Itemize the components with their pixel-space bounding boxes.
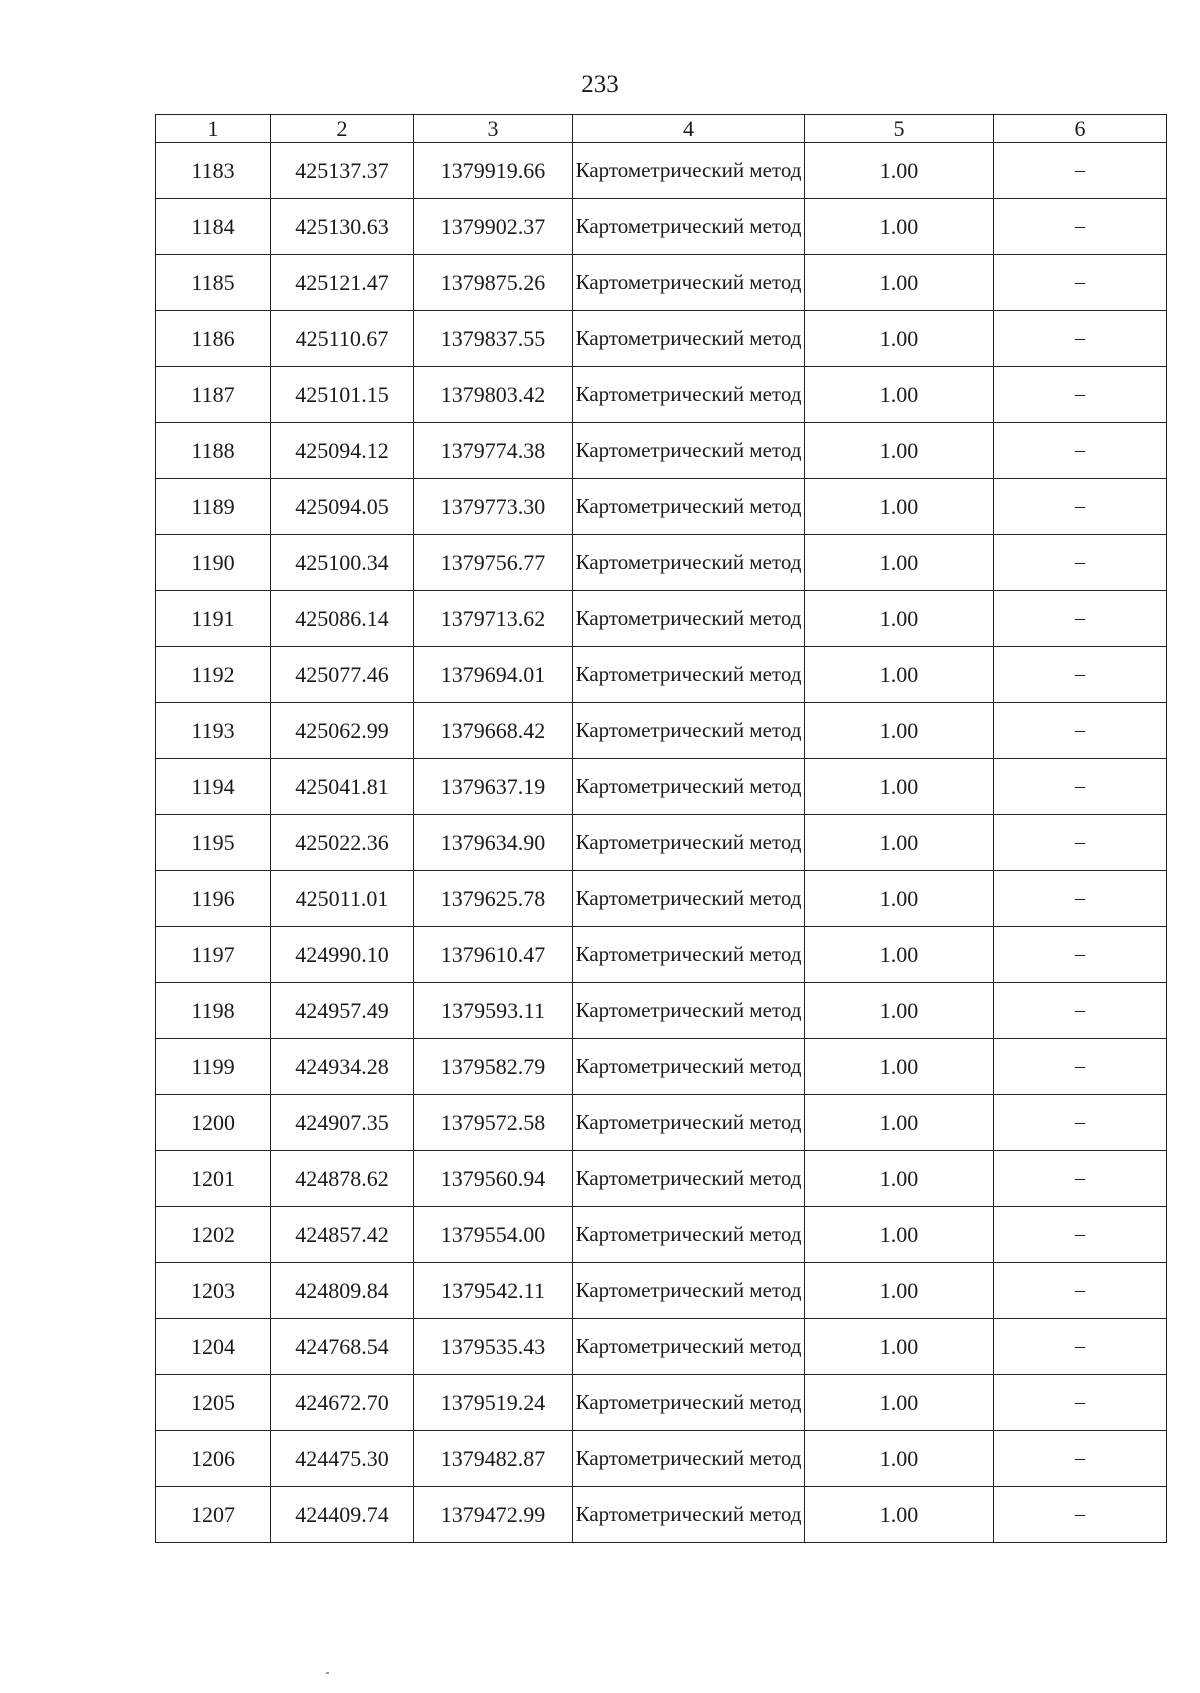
- x-coordinate-cell: 425062.99: [271, 703, 414, 759]
- point-number-cell: 1205: [156, 1375, 271, 1431]
- accuracy-cell: 1.00: [805, 871, 994, 927]
- table-row: [156, 927, 1167, 983]
- method-cell: Картометрический метод: [573, 423, 805, 479]
- point-number-cell: 1184: [156, 199, 271, 255]
- table-header: [156, 115, 1167, 143]
- accuracy-cell: 1.00: [805, 423, 994, 479]
- point-number-cell: 1185: [156, 255, 271, 311]
- x-coordinate-cell: 424475.30: [271, 1431, 414, 1487]
- accuracy-cell: 1.00: [805, 1039, 994, 1095]
- note-cell: –: [994, 591, 1167, 647]
- y-coordinate-cell: 1379625.78: [414, 871, 573, 927]
- table-row: [156, 1375, 1167, 1431]
- note-cell: –: [994, 1151, 1167, 1207]
- point-number-cell: 1202: [156, 1207, 271, 1263]
- method-cell: Картометрический метод: [573, 1375, 805, 1431]
- y-coordinate-cell: 1379572.58: [414, 1095, 573, 1151]
- table-row: [156, 1151, 1167, 1207]
- coordinates-table: [155, 114, 1167, 1543]
- method-cell: Картометрический метод: [573, 367, 805, 423]
- method-cell: Картометрический метод: [573, 815, 805, 871]
- note-cell: –: [994, 311, 1167, 367]
- method-cell: Картометрический метод: [573, 143, 805, 199]
- column-header-5: 5: [805, 115, 994, 143]
- table-row: [156, 647, 1167, 703]
- accuracy-cell: 1.00: [805, 591, 994, 647]
- y-coordinate-cell: 1379582.79: [414, 1039, 573, 1095]
- accuracy-cell: 1.00: [805, 143, 994, 199]
- table-row: [156, 367, 1167, 423]
- note-cell: –: [994, 759, 1167, 815]
- y-coordinate-cell: 1379610.47: [414, 927, 573, 983]
- point-number-cell: 1189: [156, 479, 271, 535]
- y-coordinate-cell: 1379560.94: [414, 1151, 573, 1207]
- method-cell: Картометрический метод: [573, 647, 805, 703]
- note-cell: –: [994, 927, 1167, 983]
- accuracy-cell: 1.00: [805, 1375, 994, 1431]
- point-number-cell: 1198: [156, 983, 271, 1039]
- x-coordinate-cell: 425130.63: [271, 199, 414, 255]
- table-row: [156, 1487, 1167, 1543]
- point-number-cell: 1201: [156, 1151, 271, 1207]
- accuracy-cell: 1.00: [805, 367, 994, 423]
- point-number-cell: 1206: [156, 1431, 271, 1487]
- point-number-cell: 1197: [156, 927, 271, 983]
- point-number-cell: 1190: [156, 535, 271, 591]
- accuracy-cell: 1.00: [805, 1207, 994, 1263]
- table-row: [156, 199, 1167, 255]
- accuracy-cell: 1.00: [805, 1151, 994, 1207]
- y-coordinate-cell: 1379519.24: [414, 1375, 573, 1431]
- table-row: [156, 255, 1167, 311]
- table-row: [156, 1095, 1167, 1151]
- y-coordinate-cell: 1379837.55: [414, 311, 573, 367]
- accuracy-cell: 1.00: [805, 983, 994, 1039]
- accuracy-cell: 1.00: [805, 1319, 994, 1375]
- accuracy-cell: 1.00: [805, 759, 994, 815]
- note-cell: –: [994, 535, 1167, 591]
- point-number-cell: 1195: [156, 815, 271, 871]
- y-coordinate-cell: 1379774.38: [414, 423, 573, 479]
- x-coordinate-cell: 425094.05: [271, 479, 414, 535]
- column-header-3: 3: [414, 115, 573, 143]
- accuracy-cell: 1.00: [805, 927, 994, 983]
- y-coordinate-cell: 1379875.26: [414, 255, 573, 311]
- x-coordinate-cell: 424990.10: [271, 927, 414, 983]
- note-cell: –: [994, 703, 1167, 759]
- y-coordinate-cell: 1379472.99: [414, 1487, 573, 1543]
- y-coordinate-cell: 1379542.11: [414, 1263, 573, 1319]
- point-number-cell: 1196: [156, 871, 271, 927]
- point-number-cell: 1191: [156, 591, 271, 647]
- scan-speck: [326, 1672, 329, 1674]
- method-cell: Картометрический метод: [573, 591, 805, 647]
- table-row: [156, 143, 1167, 199]
- column-header-2: 2: [271, 115, 414, 143]
- accuracy-cell: 1.00: [805, 1431, 994, 1487]
- note-cell: –: [994, 1319, 1167, 1375]
- method-cell: Картометрический метод: [573, 535, 805, 591]
- point-number-cell: 1192: [156, 647, 271, 703]
- method-cell: Картометрический метод: [573, 255, 805, 311]
- method-cell: Картометрический метод: [573, 927, 805, 983]
- table-row: [156, 1319, 1167, 1375]
- table-row: [156, 1431, 1167, 1487]
- table-body: [156, 143, 1167, 1543]
- point-number-cell: 1200: [156, 1095, 271, 1151]
- method-cell: Картометрический метод: [573, 199, 805, 255]
- method-cell: Картометрический метод: [573, 983, 805, 1039]
- y-coordinate-cell: 1379593.11: [414, 983, 573, 1039]
- x-coordinate-cell: 424957.49: [271, 983, 414, 1039]
- note-cell: –: [994, 1487, 1167, 1543]
- method-cell: Картометрический метод: [573, 311, 805, 367]
- x-coordinate-cell: 424907.35: [271, 1095, 414, 1151]
- x-coordinate-cell: 425121.47: [271, 255, 414, 311]
- table-row: [156, 479, 1167, 535]
- note-cell: –: [994, 1375, 1167, 1431]
- y-coordinate-cell: 1379482.87: [414, 1431, 573, 1487]
- x-coordinate-cell: 425041.81: [271, 759, 414, 815]
- x-coordinate-cell: 424934.28: [271, 1039, 414, 1095]
- accuracy-cell: 1.00: [805, 703, 994, 759]
- x-coordinate-cell: 424809.84: [271, 1263, 414, 1319]
- x-coordinate-cell: 425086.14: [271, 591, 414, 647]
- method-cell: Картометрический метод: [573, 1039, 805, 1095]
- point-number-cell: 1199: [156, 1039, 271, 1095]
- method-cell: Картометрический метод: [573, 479, 805, 535]
- x-coordinate-cell: 424768.54: [271, 1319, 414, 1375]
- table-row: [156, 311, 1167, 367]
- point-number-cell: 1204: [156, 1319, 271, 1375]
- table-row: [156, 591, 1167, 647]
- table-row: [156, 871, 1167, 927]
- y-coordinate-cell: 1379668.42: [414, 703, 573, 759]
- point-number-cell: 1186: [156, 311, 271, 367]
- point-number-cell: 1194: [156, 759, 271, 815]
- accuracy-cell: 1.00: [805, 535, 994, 591]
- method-cell: Картометрический метод: [573, 1151, 805, 1207]
- note-cell: –: [994, 815, 1167, 871]
- y-coordinate-cell: 1379803.42: [414, 367, 573, 423]
- table-row: [156, 535, 1167, 591]
- accuracy-cell: 1.00: [805, 1487, 994, 1543]
- accuracy-cell: 1.00: [805, 479, 994, 535]
- x-coordinate-cell: 424878.62: [271, 1151, 414, 1207]
- table-row: [156, 759, 1167, 815]
- table-row: [156, 983, 1167, 1039]
- note-cell: –: [994, 255, 1167, 311]
- x-coordinate-cell: 424672.70: [271, 1375, 414, 1431]
- x-coordinate-cell: 425100.34: [271, 535, 414, 591]
- column-header-1: 1: [156, 115, 271, 143]
- note-cell: –: [994, 143, 1167, 199]
- x-coordinate-cell: 425101.15: [271, 367, 414, 423]
- accuracy-cell: 1.00: [805, 647, 994, 703]
- note-cell: –: [994, 1431, 1167, 1487]
- x-coordinate-cell: 425077.46: [271, 647, 414, 703]
- x-coordinate-cell: 424409.74: [271, 1487, 414, 1543]
- method-cell: Картометрический метод: [573, 871, 805, 927]
- method-cell: Картометрический метод: [573, 1207, 805, 1263]
- note-cell: –: [994, 647, 1167, 703]
- method-cell: Картометрический метод: [573, 1095, 805, 1151]
- x-coordinate-cell: 424857.42: [271, 1207, 414, 1263]
- note-cell: –: [994, 367, 1167, 423]
- accuracy-cell: 1.00: [805, 1095, 994, 1151]
- accuracy-cell: 1.00: [805, 199, 994, 255]
- x-coordinate-cell: 425110.67: [271, 311, 414, 367]
- accuracy-cell: 1.00: [805, 815, 994, 871]
- point-number-cell: 1187: [156, 367, 271, 423]
- header-row: [156, 115, 1167, 143]
- y-coordinate-cell: 1379713.62: [414, 591, 573, 647]
- note-cell: –: [994, 1207, 1167, 1263]
- y-coordinate-cell: 1379694.01: [414, 647, 573, 703]
- method-cell: Картометрический метод: [573, 1319, 805, 1375]
- method-cell: Картометрический метод: [573, 1431, 805, 1487]
- point-number-cell: 1193: [156, 703, 271, 759]
- table-row: [156, 815, 1167, 871]
- point-number-cell: 1183: [156, 143, 271, 199]
- column-header-4: 4: [573, 115, 805, 143]
- x-coordinate-cell: 425137.37: [271, 143, 414, 199]
- note-cell: –: [994, 871, 1167, 927]
- y-coordinate-cell: 1379919.66: [414, 143, 573, 199]
- y-coordinate-cell: 1379773.30: [414, 479, 573, 535]
- column-header-6: 6: [994, 115, 1167, 143]
- y-coordinate-cell: 1379554.00: [414, 1207, 573, 1263]
- method-cell: Картометрический метод: [573, 1263, 805, 1319]
- table-row: [156, 1039, 1167, 1095]
- note-cell: –: [994, 1263, 1167, 1319]
- x-coordinate-cell: 425022.36: [271, 815, 414, 871]
- note-cell: –: [994, 1095, 1167, 1151]
- accuracy-cell: 1.00: [805, 311, 994, 367]
- method-cell: Картометрический метод: [573, 1487, 805, 1543]
- note-cell: –: [994, 199, 1167, 255]
- method-cell: Картометрический метод: [573, 759, 805, 815]
- point-number-cell: 1207: [156, 1487, 271, 1543]
- accuracy-cell: 1.00: [805, 255, 994, 311]
- x-coordinate-cell: 425011.01: [271, 871, 414, 927]
- y-coordinate-cell: 1379756.77: [414, 535, 573, 591]
- y-coordinate-cell: 1379637.19: [414, 759, 573, 815]
- y-coordinate-cell: 1379535.43: [414, 1319, 573, 1375]
- table-row: [156, 1207, 1167, 1263]
- note-cell: –: [994, 479, 1167, 535]
- y-coordinate-cell: 1379902.37: [414, 199, 573, 255]
- note-cell: –: [994, 983, 1167, 1039]
- x-coordinate-cell: 425094.12: [271, 423, 414, 479]
- note-cell: –: [994, 423, 1167, 479]
- point-number-cell: 1203: [156, 1263, 271, 1319]
- note-cell: –: [994, 1039, 1167, 1095]
- page-number: 233: [581, 71, 619, 98]
- y-coordinate-cell: 1379634.90: [414, 815, 573, 871]
- table-row: [156, 1263, 1167, 1319]
- accuracy-cell: 1.00: [805, 1263, 994, 1319]
- point-number-cell: 1188: [156, 423, 271, 479]
- table-row: [156, 423, 1167, 479]
- method-cell: Картометрический метод: [573, 703, 805, 759]
- table-row: [156, 703, 1167, 759]
